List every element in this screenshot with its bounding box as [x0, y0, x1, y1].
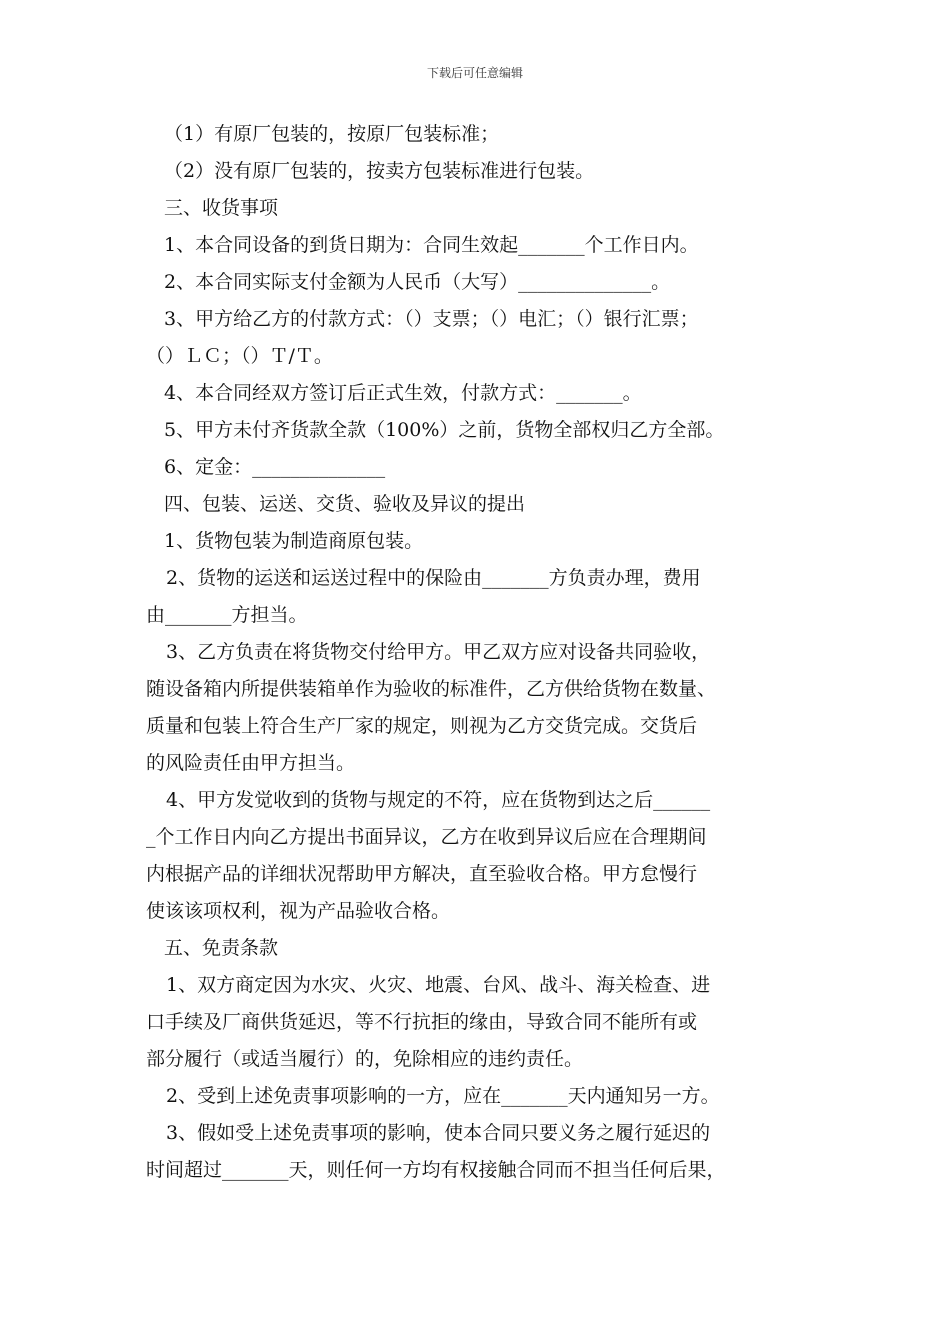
clause-packaging-2: （2）没有原厂包装的，按卖方包装标准进行包装。	[164, 160, 595, 182]
clause-3-4: 4、本合同经双方签订后正式生效，付款方式：_______。	[164, 382, 642, 404]
clause-3-3-cont: （）ＬＣ；（）Ｔ/Ｔ。	[146, 345, 333, 367]
clause-5-1-cont-1: 口手续及厂商供货延迟，等不行抗拒的缘由，导致合同不能所有或	[146, 1011, 698, 1033]
clause-5-3-cont: 时间超过_______天，则任何一方均有权接触合同而不担当任何后果，	[146, 1159, 726, 1181]
clause-3-3: 3、甲方给乙方的付款方式：（）支票；（）电汇；（）银行汇票；	[164, 308, 699, 330]
clause-3-5: 5、甲方未付齐货款全款（100%）之前，货物全部权归乙方全部。	[164, 419, 725, 441]
section-heading-4: 四、包装、运送、交货、验收及异议的提出	[164, 493, 526, 515]
clause-4-1: 1、货物包装为制造商原包装。	[164, 530, 424, 552]
clause-5-2: 2、受到上述免责事项影响的一方，应在_______天内通知另一方。	[166, 1085, 720, 1107]
clause-5-1: 1、双方商定因为水灾、火灾、地震、台风、战斗、海关检查、进	[166, 974, 711, 996]
clause-4-2: 2、货物的运送和运送过程中的保险由_______方负责办理，费用	[166, 567, 701, 589]
section-heading-3: 三、收货事项	[164, 197, 279, 219]
clause-4-4-cont-2: 内根据产品的详细状况帮助甲方解决，直至验收合格。甲方怠慢行	[146, 863, 698, 885]
clause-4-3: 3、乙方负责在将货物交付给甲方。甲乙双方应对设备共同验收，	[166, 641, 711, 663]
clause-3-2: 2、本合同实际支付金额为人民币（大写）______________。	[164, 271, 671, 293]
clause-4-4-cont-1: _个工作日内向乙方提出书面异议，乙方在收到异议后应在合理期间	[146, 826, 707, 848]
clause-4-3-cont-3: 的风险责任由甲方担当。	[146, 752, 356, 774]
clause-4-4: 4、甲方发觉收到的货物与规定的不符，应在货物到达之后______	[166, 789, 711, 811]
clause-4-4-cont-3: 使该该项权利，视为产品验收合格。	[146, 900, 451, 922]
page-header: 下载后可任意编辑	[426, 66, 523, 80]
clause-4-2-cont: 由_______方担当。	[146, 604, 308, 626]
clause-3-1: 1、本合同设备的到货日期为：合同生效起_______个工作日内。	[164, 234, 699, 256]
clause-3-6: 6、定金：______________	[164, 456, 386, 478]
clause-5-1-cont-2: 部分履行（或适当履行）的，免除相应的违约责任。	[146, 1048, 584, 1070]
clause-5-3: 3、假如受上述免责事项的影响，使本合同只要义务之履行延迟的	[166, 1122, 711, 1144]
clause-packaging-1: （1）有原厂包装的，按原厂包装标准；	[164, 123, 500, 145]
section-heading-5: 五、免责条款	[164, 937, 279, 959]
clause-4-3-cont-2: 质量和包装上符合生产厂家的规定，则视为乙方交货完成。交货后	[146, 715, 698, 737]
clause-4-3-cont-1: 随设备箱内所提供装箱单作为验收的标准件，乙方供给货物在数量、	[146, 678, 717, 700]
document-body	[146, 116, 811, 1189]
